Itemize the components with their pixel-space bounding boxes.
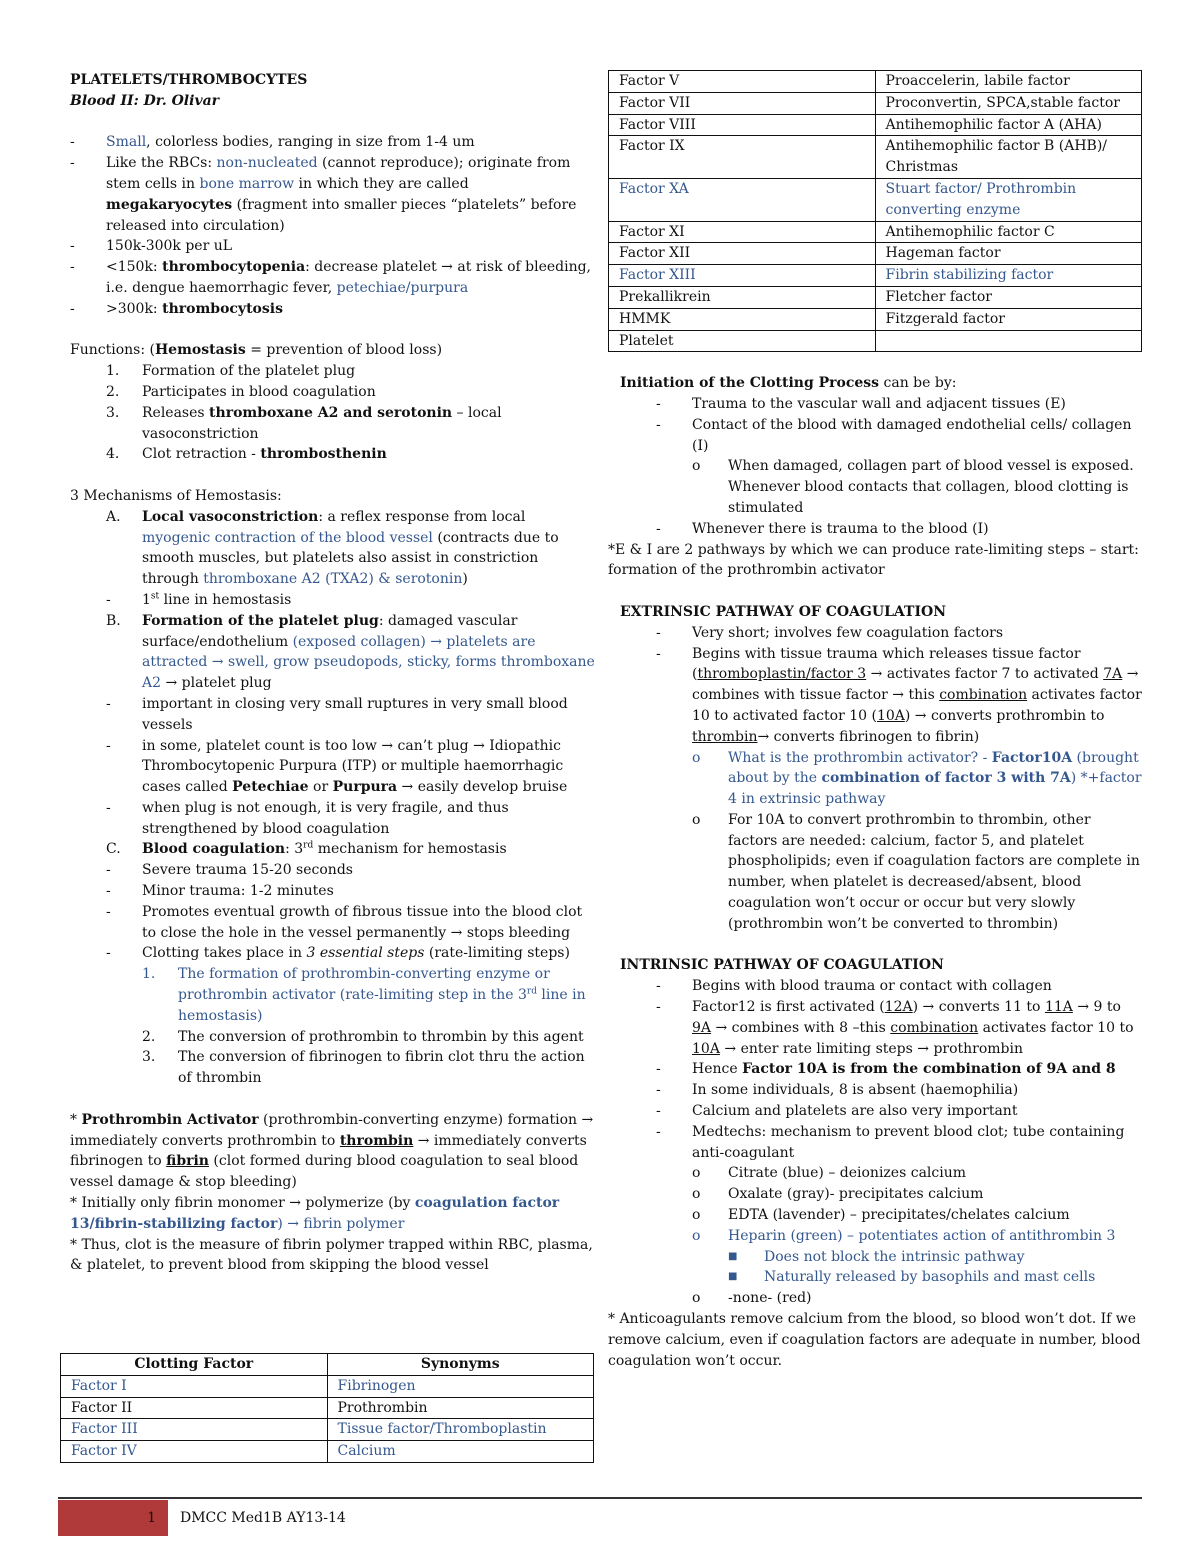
factor-table <box>608 70 1142 352</box>
ext-item: - Begins with tissue trauma which releases tissue factor (thromboplastin/factor 3 → activates factor 7 to activated 7A → combines with tissue factor → this combination activates factor 10 to activated factor 10 (10A) → converts prothrombin to thrombin→ converts fibrinogen to fibrin) <box>656 645 1142 745</box>
int-item: - Medtechs: mechanism to prevent blood clot; tube containing anti-coagulant <box>656 1123 1125 1161</box>
int-item: - Begins with blood trauma or contact with collagen <box>656 978 1052 995</box>
mechanism-b: B. Formation of the platelet plug: damaged vascular surface/endothelium (exposed collagen) → platelets are attracted → swell, grow pseudopods, sticky, forms thromboxane A2 → platelet plug <box>106 612 595 692</box>
mechanism-a: A. Local vasoconstriction: a reflex response from local myogenic contraction of the blood vessel (contracts due to smooth muscles, but platelets also assist in constriction through thromboxane A2 (TXA2) & serotonin) <box>106 508 559 588</box>
mechanisms-title: 3 Mechanisms of Hemostasis: <box>70 487 282 504</box>
prop-item: - Small, colorless bodies, ranging in size from 1-4 um <box>70 134 475 151</box>
mechanism-c: C. Blood coagulation: 3rd mechanism for hemostasis <box>106 840 507 858</box>
anticoag-item: o -none- (red) <box>692 1290 812 1307</box>
fibrin-monomer-note: * Initially only fibrin monomer → polymerize (by coagulation factor 13/fibrin-stabilizing factor) → fibrin polymer <box>70 1195 560 1232</box>
prop-item: - 150k-300k per uL <box>70 238 233 255</box>
mechanism-b-sub: - important in closing very small ruptures in very small blood vessels <box>106 695 568 733</box>
prop-item: - <150k: thrombocytopenia: decrease platelet → at risk of bleeding, i.e. dengue haemorrhagic fever, petechiae/purpura <box>70 259 592 296</box>
table-row: Platelet <box>609 330 1142 352</box>
function-item: 2. Participates in blood coagulation <box>106 383 376 400</box>
table-header-row <box>61 1354 594 1376</box>
initiation-heading: Initiation of the Clotting Process can be by: <box>620 375 957 392</box>
ext-question: o What is the prothrombin activator? - Factor10A (brought about by the combination of factor 3 with 7A) *+factor 4 in extrinsic pathway <box>692 749 1142 808</box>
table-row: Factor III Tissue factor/Thromboplastin <box>61 1419 594 1441</box>
table-row: Factor II Prothrombin <box>61 1397 594 1419</box>
intrinsic-title: INTRINSIC PATHWAY OF COAGULATION <box>620 957 944 974</box>
function-item: 1. Formation of the platelet plug <box>106 363 356 380</box>
table-row: Factor XIII Fibrin stabilizing factor <box>609 265 1142 287</box>
init-item: - Whenever there is trauma to the blood (I) <box>656 520 989 537</box>
mechanism-b-sub: - when plug is not enough, it is very fragile, and thus strengthened by blood coagulation <box>106 799 509 837</box>
anticoag-item: o Citrate (blue) – deionizes calcium <box>692 1165 966 1182</box>
prop-item: - >300k: thrombocytosis <box>70 300 283 317</box>
table-row: Factor I Fibrinogen <box>61 1375 594 1397</box>
table-row: Factor IV Calcium <box>61 1441 594 1463</box>
footer-divider <box>58 1497 1142 1499</box>
init-item: - Contact of the blood with damaged endothelial cells/ collagen (I) <box>656 416 1132 454</box>
table-row: Factor XA Stuart factor/ Prothrombin converting enzyme <box>609 178 1142 221</box>
step-item: 3. The conversion of fibrinogen to fibrin clot thru the action of thrombin <box>142 1049 585 1087</box>
page-title: PLATELETS/THROMBOCYTES <box>70 72 308 88</box>
table-row: Factor VIII Antihemophilic factor A (AHA) <box>609 114 1142 136</box>
page-number: 1 <box>58 1500 168 1536</box>
prop-item: - Like the RBCs: non-nucleated (cannot reproduce); originate from stem cells in bone marrow in which they are called megakaryocytes (fragment into smaller pieces “platelets” before released into circulation) <box>70 155 577 234</box>
table-header: Clotting Factor <box>61 1354 328 1376</box>
subtitle: Blood II: Dr. Olivar <box>70 92 220 109</box>
anticoag-item: o EDTA (lavender) – precipitates/chelates calcium <box>692 1207 1070 1224</box>
table-header: Synonyms <box>327 1354 594 1376</box>
step-item: 2. The conversion of prothrombin to thrombin by this agent <box>142 1028 584 1045</box>
prothrombin-activator-note: * Prothrombin Activator (prothrombin-converting enzyme) formation → immediately converts prothrombin to thrombin → immediately converts fibrinogen to fibrin (clot formed during blood coagulation to seal blood vessel damage & stop bleeding) <box>70 1111 594 1191</box>
table-row: Prekallikrein Fletcher factor <box>609 286 1142 308</box>
heparin-sub: ■ Naturally released by basophils and mast cells <box>728 1269 1096 1286</box>
init-sub: o When damaged, collagen part of blood vessel is exposed. Whenever blood contacts that collagen, blood clotting is stimulated <box>692 458 1134 516</box>
left-column <box>70 70 595 1276</box>
table-row: Factor V Proaccelerin, labile factor <box>609 71 1142 93</box>
init-item: - Trauma to the vascular wall and adjacent tissues (E) <box>656 395 1066 412</box>
mechanism-c-sub: - Clotting takes place in 3 essential steps (rate-limiting steps) <box>106 945 570 962</box>
ext-item: - Very short; involves few coagulation factors <box>656 624 1004 641</box>
table-row: Factor XI Antihemophilic factor C <box>609 221 1142 243</box>
heparin-sub: ■ Does not block the intrinsic pathway <box>728 1248 1025 1265</box>
ext-sub: o For 10A to convert prothrombin to thrombin, other factors are needed: calcium, factor 5, and platelet phospholipids; even if coagulation factors are complete in number, when platelet is decreased/absent, blood coagulation won’t occur or occur but very slowly (prothrombin won’t be converted to thrombin) <box>692 811 1140 932</box>
mechanism-c-sub: - Promotes eventual growth of fibrous tissue into the blood clot to close the hole in the vessel permanently → stops bleeding <box>106 903 583 941</box>
right-text <box>608 373 1142 1371</box>
int-item: - Factor12 is first activated (12A) → converts 11 to 11A → 9 to 9A → combines with 8 –this combination activates factor 10 to 10A → enter rate limiting steps → prothrombin <box>656 999 1134 1057</box>
clotting-factor-table <box>60 1353 594 1463</box>
mechanism-b-sub: - in some, platelet count is too low → can’t plug → Idiopathic Thrombocytopenic Purpura (ITP) or multiple haemorrhagic cases called Petechiae or Purpura → easily develop bruise <box>106 737 568 796</box>
anticoag-item: o Heparin (green) – potentiates action of antithrombin 3 <box>692 1227 1116 1244</box>
int-item: - In some individuals, 8 is absent (haemophilia) <box>656 1082 1019 1099</box>
mechanism-c-sub: - Minor trauma: 1-2 minutes <box>106 883 334 900</box>
table-row: Factor IX Antihemophilic factor B (AHB)/ Christmas <box>609 136 1142 179</box>
function-item: 4. Clot retraction - thrombosthenin <box>106 446 387 463</box>
clot-note: * Thus, clot is the measure of fibrin polymer trapped within RBC, plasma, & platelet, to prevent blood from skipping the blood vessel <box>70 1236 593 1274</box>
table-row: HMMK Fitzgerald factor <box>609 308 1142 330</box>
mechanism-a-sub: - 1st line in hemostasis <box>106 591 292 608</box>
right-column <box>608 70 1142 1371</box>
table-row: Factor XII Hageman factor <box>609 243 1142 265</box>
footer-text: DMCC Med1B AY13-14 <box>180 1510 346 1526</box>
functions-intro: Functions: (Hemostasis = prevention of blood loss) <box>70 342 443 359</box>
anticoag-item: o Oxalate (gray)- precipitates calcium <box>692 1186 984 1203</box>
function-item: 3. Releases thromboxane A2 and serotonin – local vasoconstriction <box>106 404 502 442</box>
extrinsic-title: EXTRINSIC PATHWAY OF COAGULATION <box>620 603 946 620</box>
int-item: - Hence Factor 10A is from the combination of 9A and 8 <box>656 1061 1116 1078</box>
table-row: Factor VII Proconvertin, SPCA,stable factor <box>609 92 1142 114</box>
step-item: 1. The formation of prothrombin-converting enzyme or prothrombin activator (rate-limiting step in the 3rd line in hemostasis) <box>142 966 586 1024</box>
pathways-note: *E & I are 2 pathways by which we can produce rate-limiting steps – start: formation of the prothrombin activator <box>608 541 1139 579</box>
mechanism-c-sub: - Severe trauma 15-20 seconds <box>106 862 353 879</box>
anticoagulant-note: * Anticoagulants remove calcium from the blood, so blood won’t dot. If we remove calcium, even if coagulation factors are adequate in number, blood coagulation won’t occur. <box>608 1311 1141 1369</box>
int-item: - Calcium and platelets are also very important <box>656 1103 1018 1120</box>
